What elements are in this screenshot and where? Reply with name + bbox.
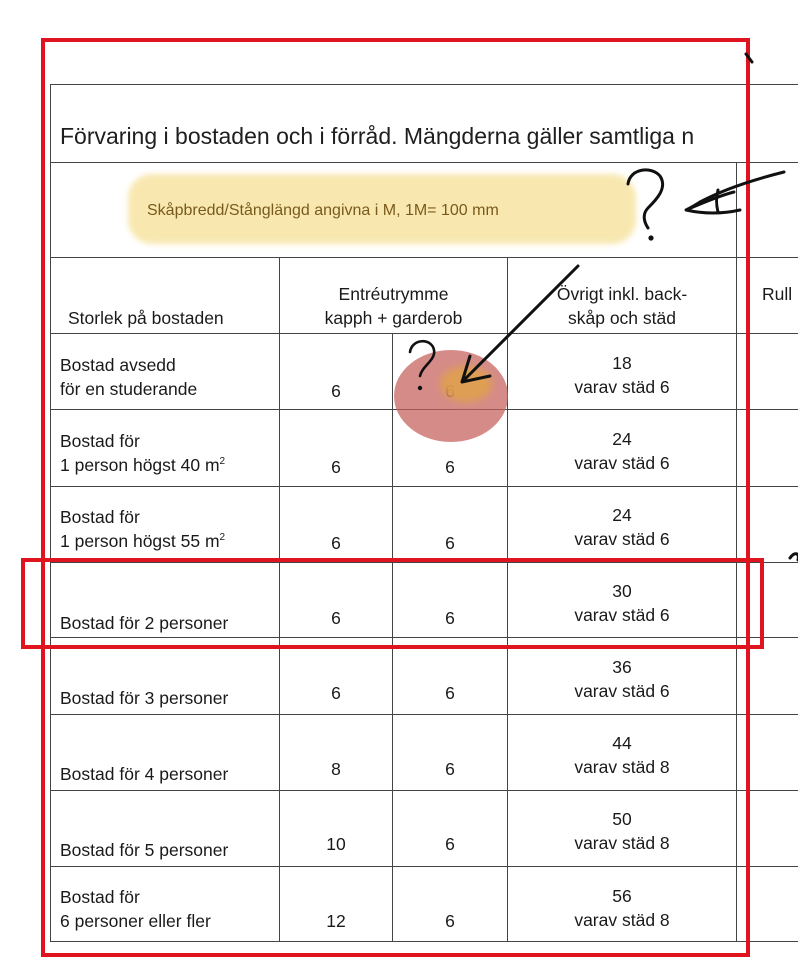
cell-kapph: 6: [331, 381, 341, 401]
cell-ovrigt: 50: [612, 809, 632, 829]
row-label-line1: Bostad avsedd: [60, 355, 176, 375]
superscript: 2: [219, 532, 226, 544]
header-size: Storlek på bostaden: [68, 308, 224, 328]
cell-garderob: 6: [445, 759, 455, 779]
hook-mark-icon: [790, 554, 798, 560]
unit-note: Skåpbredd/Stånglängd angivna i M, 1M= 100 mm: [147, 202, 499, 219]
cell-stad: varav städ 6: [574, 681, 670, 701]
cell-kapph: 8: [331, 759, 341, 779]
cell-kapph: 6: [331, 457, 341, 477]
row-label-line1: Bostad för: [60, 431, 140, 451]
cell-stad: varav städ 6: [574, 605, 670, 625]
annotation-row-box: [21, 558, 764, 649]
header-entre-line2: kapph + garderob: [324, 308, 463, 328]
row-label: Bostad för 2 personer: [60, 613, 229, 633]
cell-stad: varav städ 6: [574, 529, 670, 549]
header-rull: Rull: [762, 284, 793, 304]
cell-garderob: 6: [445, 457, 455, 477]
header-ovrigt-line2: skåp och städ: [568, 308, 676, 328]
cell-kapph: 6: [331, 683, 341, 703]
row-label-line2: 6 personer eller fler: [60, 911, 211, 931]
row-label: Bostad för 3 personer: [60, 688, 229, 708]
cell-stad: varav städ 6: [574, 377, 670, 397]
table-title: Förvaring i bostaden och i förråd. Mängderna gäller samtliga n: [60, 123, 695, 149]
cell-kapph: 6: [331, 608, 341, 628]
row-label-line1: Bostad för: [60, 887, 140, 907]
cell-garderob: 6: [445, 533, 455, 553]
cell-garderob: 6: [445, 683, 455, 703]
row-label: Bostad för 5 personer: [60, 840, 229, 860]
superscript: 2: [219, 456, 226, 468]
cell-stad: varav städ 8: [574, 910, 670, 930]
cell-ovrigt: 30: [612, 581, 632, 601]
cell-ovrigt: 24: [612, 505, 632, 525]
cell-stad: varav städ 8: [574, 757, 670, 777]
row-label-text: 1 person högst 55 m: [60, 531, 220, 551]
header-entre-line1: Entréutrymme: [338, 284, 449, 304]
header-ovrigt-line1: Övrigt inkl. back-: [556, 284, 688, 304]
cell-garderob: 6: [445, 608, 455, 628]
cell-ovrigt: 44: [612, 733, 632, 753]
cell-ovrigt: 36: [612, 657, 632, 677]
cell-ovrigt: 18: [612, 353, 632, 373]
cell-garderob: 6: [445, 834, 455, 854]
annotation-outer-box: [41, 38, 750, 957]
cell-kapph: 10: [326, 834, 346, 854]
cell-ovrigt: 56: [612, 886, 632, 906]
row-label-line1: Bostad för: [60, 507, 140, 527]
cell-ovrigt: 24: [612, 429, 632, 449]
cell-stad: varav städ 8: [574, 833, 670, 853]
cell-kapph: 12: [326, 911, 346, 931]
row-label-text: 1 person högst 40 m: [60, 455, 220, 475]
row-label: Bostad för 4 personer: [60, 764, 229, 784]
cell-garderob: 6: [445, 911, 455, 931]
cell-kapph: 6: [331, 533, 341, 553]
cell-stad: varav städ 6: [574, 453, 670, 473]
row-label-line2: för en studerande: [60, 379, 198, 399]
